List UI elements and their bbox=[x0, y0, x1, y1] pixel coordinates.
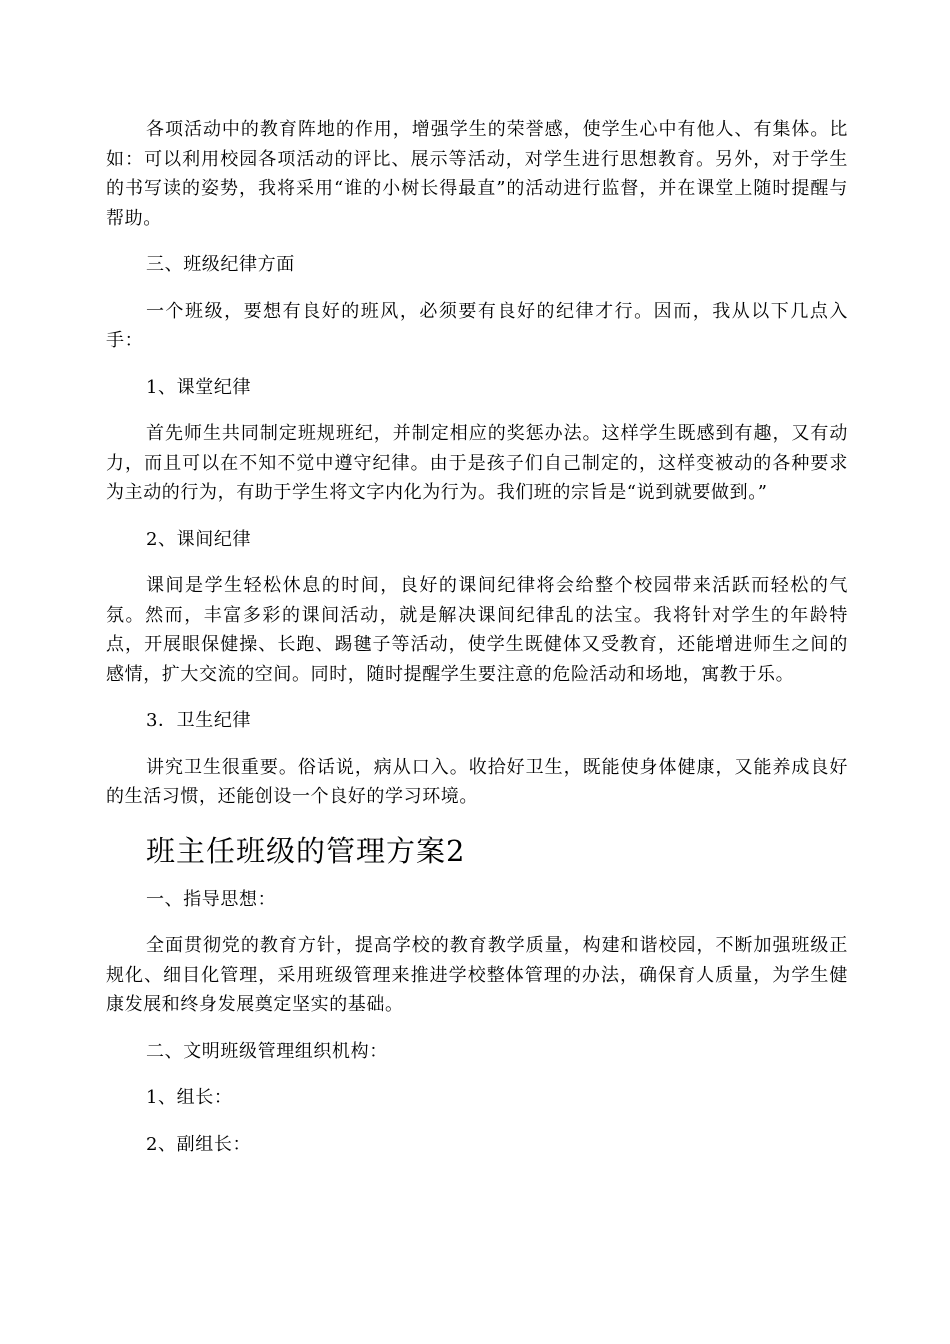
paragraph: 全面贯彻党的教育方针，提高学校的教育教学质量，构建和谐校园，不断加强班级正规化、细目化管理，采用班级管理来推进学校整体管理的办法，确保育人质量，为学生健康发展和终身发展奠定坚实的基础。 bbox=[106, 935, 848, 1015]
subsection-heading: 3．卫生纪律 bbox=[146, 710, 252, 731]
section-heading: 二、文明班级管理组织机构： bbox=[146, 1040, 388, 1062]
section-heading: 三、班级纪律方面 bbox=[146, 254, 295, 275]
list-item: 2、副组长： bbox=[146, 1133, 252, 1155]
paragraph: 课间是学生轻松休息的时间，良好的课间纪律将会给整个校园带来活跃而轻松的气氛。然而，丰富多彩的课间活动，就是解决课间纪律乱的法宝。我将针对学生的年龄特点，开展眼保健操、长跑、踢毽子等活动，使学生既健体又受教育，还能增进师生之间的感情，扩大交流的空间。同时，随时提醒学生要注意的危险活动和场地，寓教于乐。 bbox=[106, 575, 848, 685]
document-body bbox=[106, 115, 848, 1176]
document-section-title: 班主任班级的管理方案2 bbox=[146, 833, 466, 868]
paragraph: 一个班级，要想有良好的班风，必须要有良好的纪律才行。因而，我从以下几点入手： bbox=[106, 300, 848, 351]
paragraph: 首先师生共同制定班规班纪，并制定相应的奖惩办法。这样学生既感到有趣，又有动力，而且可以在不知不觉中遵守纪律。由于是孩子们自己制定的，这样变被动的各种要求为主动的行为，有助于学生将文字内化为行为。我们班的宗旨是“说到就要做到。” bbox=[106, 423, 848, 503]
section-heading: 一、指导思想： bbox=[146, 888, 277, 910]
paragraph: 各项活动中的教育阵地的作用，增强学生的荣誉感，使学生心中有他人、有集体。比如：可以利用校园各项活动的评比、展示等活动，对学生进行思想教育。另外，对于学生的书写读的姿势，我将采用“谁的小树长得最直”的活动进行监督，并在课堂上随时提醒与帮助。 bbox=[106, 119, 848, 229]
list-item: 1、组长： bbox=[146, 1087, 233, 1108]
subsection-heading: 1、课堂纪律 bbox=[146, 376, 252, 398]
subsection-heading: 2、课间纪律 bbox=[146, 528, 252, 550]
paragraph: 讲究卫生很重要。俗话说，病从口入。收拾好卫生，既能使身体健康，又能养成良好的生活习惯，还能创设一个良好的学习环境。 bbox=[106, 756, 848, 807]
